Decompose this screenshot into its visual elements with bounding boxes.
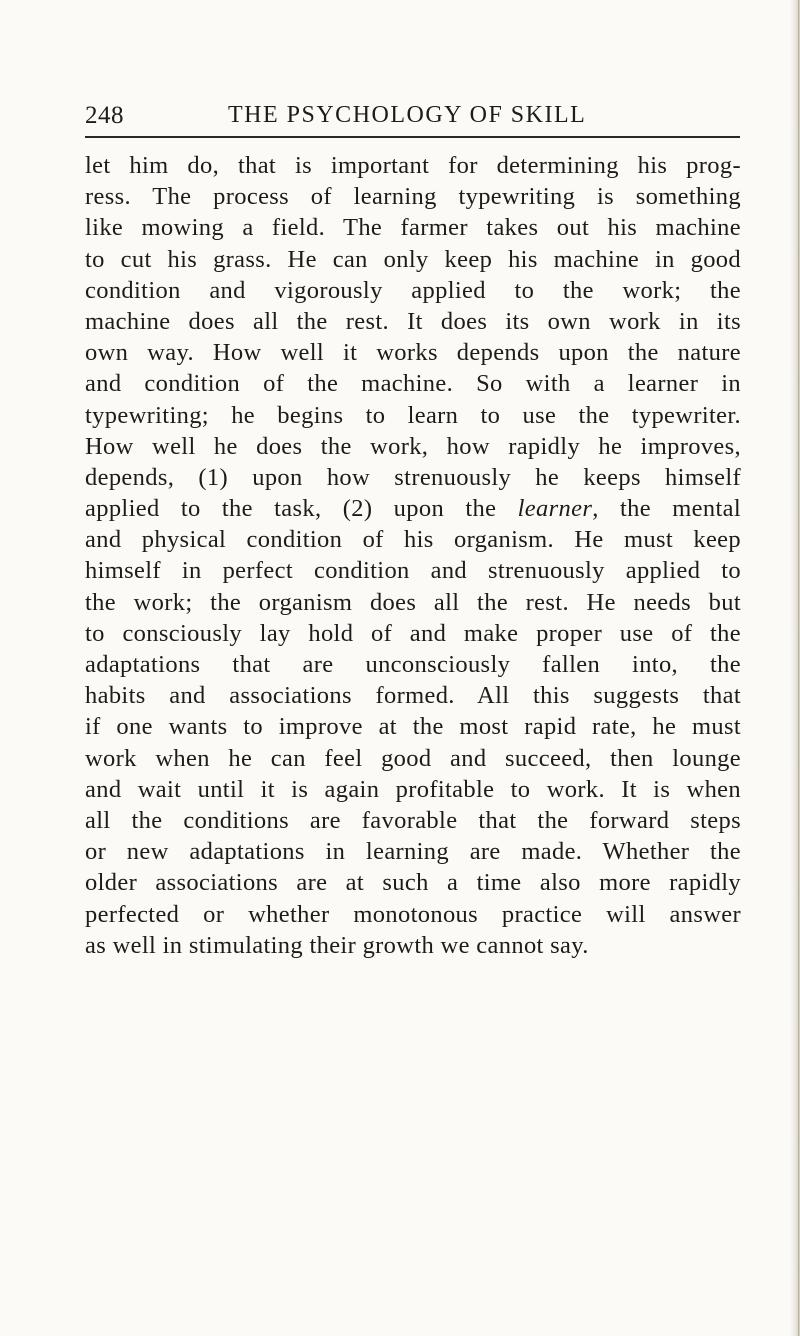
page-number: 248 [85, 102, 124, 129]
text-line: to cut his grass. He can only keep his machine in good [85, 245, 741, 273]
page-edge [790, 0, 800, 1336]
text-line: condition and vigorously applied to the work; the [85, 276, 741, 304]
text-line: typewriting; he begins to learn to use the typewriter. [85, 401, 741, 429]
text-line: How well he does the work, how rapidly he improves, [85, 432, 741, 460]
text-line: or new adaptations in learning are made. Whether the [85, 838, 741, 866]
text-line: older associations are at such a time also more rapidly [85, 869, 741, 897]
text-segment: , the mental [592, 495, 741, 523]
body-paragraph [85, 150, 741, 961]
text-line: adaptations that are unconsciously fallen into, the [85, 651, 741, 678]
running-head [85, 92, 740, 138]
text-line: ress. The process of learning typewriting is something [85, 183, 741, 211]
text-line: all the conditions are favorable that the forward steps [85, 806, 741, 834]
text-line-with-italic [85, 493, 741, 524]
running-title: THE PSYCHOLOGY OF SKILL [228, 102, 587, 128]
text-line: like mowing a field. The farmer takes out his machine [85, 214, 741, 242]
text-line: machine does all the rest. It does its own work in its [85, 307, 741, 335]
italic-word: learner [517, 495, 593, 523]
text-line: himself in perfect condition and strenuously applied to [85, 557, 741, 585]
text-line: own way. How well it works depends upon the nature [85, 339, 741, 367]
text-line: habits and associations formed. All this suggests that [85, 682, 741, 710]
text-line: perfected or whether monotonous practice will answer [85, 900, 741, 928]
text-line: if one wants to improve at the most rapid rate, he must [85, 713, 741, 741]
text-line: the work; the organism does all the rest. He needs but [85, 588, 741, 616]
text-line: and wait until it is again profitable to work. It is when [85, 775, 741, 803]
text-line: and physical condition of his organism. He must keep [85, 526, 741, 554]
text-line-last: as well in stimulating their growth we cannot say. [85, 931, 589, 959]
text-line: depends, (1) upon how strenuously he keeps himself [85, 463, 741, 491]
text-segment: applied to the task, (2) upon the [85, 495, 518, 523]
text-line: and condition of the machine. So with a learner in [85, 370, 741, 398]
text-line: work when he can feel good and succeed, then lounge [85, 744, 741, 772]
text-line: to consciously lay hold of and make proper use of the [85, 619, 741, 647]
text-line: let him do, that is important for determining his prog- [85, 152, 741, 179]
